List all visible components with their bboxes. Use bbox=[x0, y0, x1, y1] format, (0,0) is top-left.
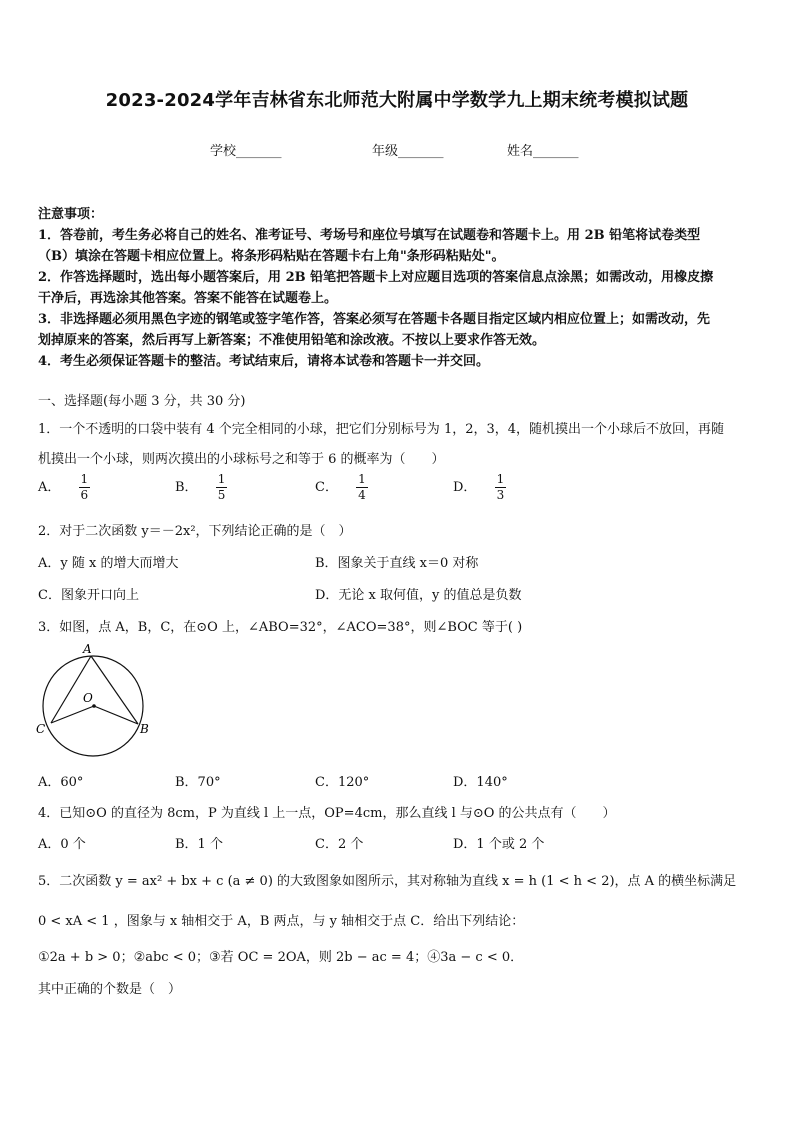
q4-option-d: D．1 个或 2 个 bbox=[453, 837, 545, 852]
fraction-den: 3 bbox=[496, 488, 505, 502]
q1-line1: 1．一个不透明的口袋中装有 4 个完全相同的小球，把它们分别标号为 1，2，3，4，随机摸出一个小球后不放回，再随 bbox=[38, 422, 725, 437]
q3-option-b: B．70° bbox=[175, 775, 221, 790]
fraction-den: 6 bbox=[80, 488, 89, 502]
note-line: 1．答卷前，考生务必将自己的姓名、准考证号、考场号和座位号填写在试题卷和答题卡上。用 2B 铅笔将试卷类型 bbox=[38, 228, 701, 243]
note-line: 2．作答选择题时，选出每小题答案后，用 2B 铅笔把答题卡上对应题目选项的答案信息点涂黑；如需改动，用橡皮擦 bbox=[38, 270, 714, 285]
label-c: C bbox=[36, 722, 46, 736]
note-line: 3．非选择题必须用黑色字迹的钢笔或签字笔作答，答案必须写在答题卡各题目指定区域内相应位置上；如需改动，先 bbox=[38, 312, 711, 327]
q4-option-a: A．0 个 bbox=[38, 837, 86, 852]
grade-field: 年级_______ bbox=[372, 144, 444, 159]
q2-option-a: A．y 随 x 的增大而增大 bbox=[38, 556, 179, 571]
q2-option-d: D．无论 x 取何值，y 的值总是负数 bbox=[315, 588, 522, 603]
q5-line1: 5．二次函数 y = ax² + bx + c (a ≠ 0) 的大致图象如图所示，其对称轴为直线 x = h (1 < h < 2)，点 A 的横坐标满足 bbox=[38, 874, 737, 889]
fraction bbox=[356, 472, 368, 503]
q4-option-b: B．1 个 bbox=[175, 837, 223, 852]
name-field: 姓名_______ bbox=[507, 144, 579, 159]
fraction-num: 1 bbox=[358, 472, 366, 486]
fraction-num: 1 bbox=[217, 472, 226, 486]
label-a: A bbox=[83, 642, 92, 656]
notes-heading: 注意事项： bbox=[38, 207, 104, 222]
option-label: C． bbox=[315, 480, 338, 495]
q5-line3: ①2a + b > 0；②abc < 0；③若 OC = 2OA，则 2b − ac = 4；④3a − c < 0． bbox=[38, 950, 524, 965]
segment-ac bbox=[51, 656, 91, 723]
note-line: 4．考生必须保证答题卡的整洁。考试结束后，请将本试卷和答题卡一并交回。 bbox=[38, 354, 490, 369]
q2-option-c: C．图象开口向上 bbox=[38, 588, 139, 603]
q5-line2: 0 < xA < 1 ，图象与 x 轴相交于 A，B 两点，与 y 轴相交于点 C．给出下列结论： bbox=[38, 914, 525, 929]
option-label: A． bbox=[38, 480, 61, 495]
q1-option-d bbox=[453, 472, 506, 503]
option-label: D． bbox=[453, 480, 477, 495]
segment-co bbox=[51, 706, 94, 723]
section-heading: 一、选择题(每小题 3 分，共 30 分) bbox=[38, 394, 246, 409]
q2-option-b: B．图象关于直线 x＝0 对称 bbox=[315, 556, 479, 571]
label-o: O bbox=[83, 691, 93, 705]
fraction-den: 4 bbox=[358, 488, 366, 502]
q1-option-c bbox=[315, 472, 368, 503]
q4-option-c: C．2 个 bbox=[315, 837, 364, 852]
q5-line4: 其中正确的个数是（ ） bbox=[38, 982, 182, 997]
q3-circle-figure bbox=[30, 640, 160, 765]
fraction-den: 5 bbox=[217, 488, 226, 502]
fraction-num: 1 bbox=[80, 472, 89, 486]
q1-option-b bbox=[175, 472, 227, 503]
page-title: 2023-2024学年吉林省东北师范大附属中学数学九上期末统考模拟试题 bbox=[105, 90, 689, 111]
fraction bbox=[495, 472, 507, 503]
note-line: 干净后，再选涂其他答案。答案不能答在试题卷上。 bbox=[38, 291, 338, 306]
q3-option-c: C．120° bbox=[315, 775, 370, 790]
q4-stem: 4．已知⊙O 的直径为 8cm，P 为直线 l 上一点，OP=4cm，那么直线 l 与⊙O 的公共点有（ ） bbox=[38, 806, 616, 821]
q1-line2: 机摸出一个小球，则两次摸出的小球标号之和等于 6 的概率为（ ） bbox=[38, 452, 445, 467]
fraction bbox=[216, 472, 228, 503]
fraction bbox=[79, 472, 91, 503]
q3-option-a: A．60° bbox=[38, 775, 84, 790]
school-field: 学校_______ bbox=[210, 144, 282, 159]
note-line: （B）填涂在答题卡相应位置上。将条形码粘贴在答题卡右上角"条形码粘贴处"。 bbox=[38, 249, 505, 264]
q1-option-a bbox=[38, 472, 90, 503]
fraction-num: 1 bbox=[496, 472, 505, 486]
label-b: B bbox=[140, 722, 149, 736]
q3-stem: 3．如图，点 A，B，C，在⊙O 上，∠ABO=32°，∠ACO=38°，则∠BOC 等于( ) bbox=[38, 620, 523, 635]
q3-option-d: D．140° bbox=[453, 775, 508, 790]
option-label: B． bbox=[175, 480, 198, 495]
note-line: 划掉原来的答案，然后再写上新答案；不准使用铅笔和涂改液。不按以上要求作答无效。 bbox=[38, 333, 546, 348]
q2-stem: 2．对于二次函数 y＝－2x²，下列结论正确的是（ ） bbox=[38, 524, 352, 539]
